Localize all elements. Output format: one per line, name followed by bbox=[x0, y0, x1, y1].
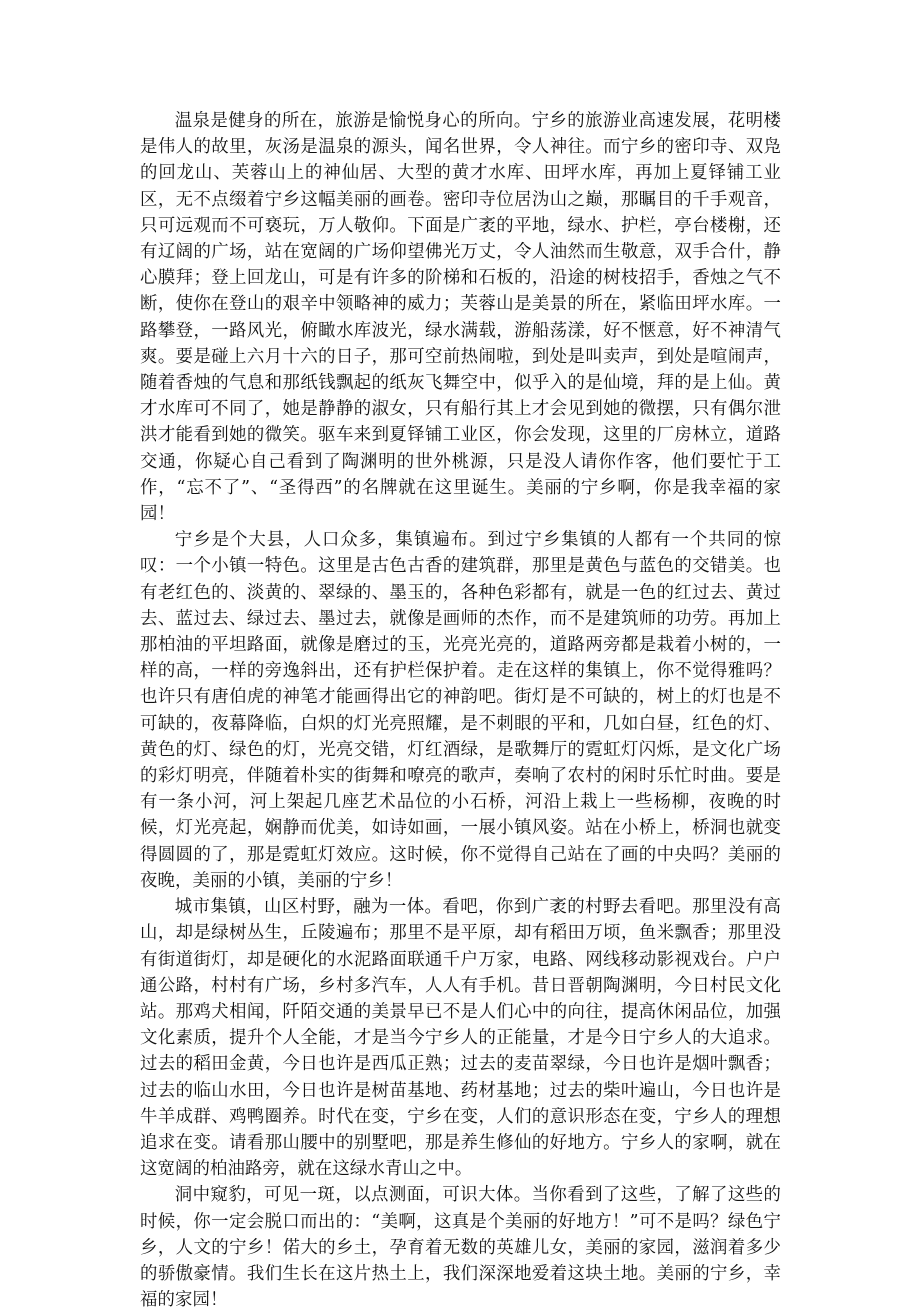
document-page bbox=[140, 108, 781, 1313]
paragraph-conclusion: 洞中窥豹，可见一斑，以点测面，可识大体。当你看到了这些，了解了这些的时候，你一定会脱口而出的：“美啊，这真是个美丽的好地方！”可不是吗？绿色宁乡，人文的宁乡！偌大的乡土，孕育着无数的英雄儿女，美丽的家园，滋润着多少的骄傲豪情。我们生长在这片热土上，我们深深地爱着这块土地。美丽的宁乡，幸福的家园！ bbox=[140, 1185, 781, 1311]
paragraph-town-scenery: 宁乡是个大县，人口众多，集镇遍布。到过宁乡集镇的人都有一个共同的惊叹：一个小镇一特色。这里是古色古香的建筑群，那里是黄色与蓝色的交错美。也有老红色的、淡黄的、翠绿的、墨玉的，各种色彩都有，就是一色的红过去、黄过去、蓝过去、绿过去、墨过去，就像是画师的杰作，而不是建筑师的功劳。再加上那柏油的平坦路面，就像是磨过的玉，光亮光亮的，道路两旁都是栽着小树的，一样的高，一样的旁逸斜出，还有护栏保护着。走在这样的集镇上，你不觉得雅吗？也许只有唐伯虎的神笔才能画得出它的神韵吧。街灯是不可缺的，树上的灯也是不可缺的，夜幕降临，白炽的灯光亮照耀，是不刺眼的平和，几如白昼，红色的灯、黄色的灯、绿色的灯，光亮交错，灯红酒绿，是歌舞厅的霓虹灯闪烁，是文化广场的彩灯明亮，伴随着朴实的街舞和嘹亮的歌声，奏响了农村的闲时乐忙时曲。要是有一条小河，河上架起几座艺术品位的小石桥，河沿上栽上一些杨柳，夜晚的时候，灯光亮起，娴静而优美，如诗如画，一展小镇风姿。站在小桥上，桥洞也就变得圆圆的了，那是霓虹灯效应。这时候，你不觉得自己站在了画的中央吗？美丽的夜晚，美丽的小镇，美丽的宁乡！ bbox=[140, 530, 781, 891]
paragraph-countryside: 城市集镇，山区村野，融为一体。看吧，你到广袤的村野去看吧。那里没有高山，却是绿树丛生，丘陵遍布；那里不是平原，却有稻田万顷，鱼米飘香；那里没有街道街灯，却是硬化的水泥路面联通千户万家，电路、网线移动影视戏台。户户通公路，村村有广场，乡村多汽车，人人有手机。昔日晋朝陶渊明，今日村民文化站。那鸡犬相闻，阡陌交通的美景早已不是人们心中的向往，提高休闲品位，加强文化素质，提升个人全能，才是当今宁乡人的正能量，才是今日宁乡人的大追求。过去的稻田金黄，今日也许是西瓜正熟；过去的麦苗翠绿，今日也许是烟叶飘香；过去的临山水田，今日也许是树苗基地、药材基地；过去的柴叶遍山，今日也许是牛羊成群、鸡鸭圈养。时代在变，宁乡在变，人们的意识形态在变，宁乡人的理想追求在变。请看那山腰中的别墅吧，那是养生修仙的好地方。宁乡人的家啊，就在这宽阔的柏油路旁，就在这绿水青山之中。 bbox=[140, 897, 781, 1180]
paragraph-hot-spring-tourism: 温泉是健身的所在，旅游是愉悦身心的所向。宁乡的旅游业高速发展，花明楼是伟人的故里，灰汤是温泉的源头，闻名世界，令人神往。而宁乡的密印寺、双凫的回龙山、芙蓉山上的神仙居、大型的黄才水库、田坪水库，再加上夏铎铺工业区，无不点缀着宁乡这幅美丽的画卷。密印寺位居沩山之巅，那瞩目的千手观音，只可远观而不可亵玩，万人敬仰。下面是广袤的平地，绿水、护栏，亭台楼榭，还有辽阔的广场，站在宽阔的广场仰望佛光万丈，令人油然而生敬意，双手合什，静心膜拜；登上回龙山，可是有许多的阶梯和石板的，沿途的树枝招手，香烛之气不断，使你在登山的艰辛中领略神的威力；芙蓉山是美景的所在，紧临田坪水库。一路攀登，一路风光，俯瞰水库波光，绿水满载，游船荡漾，好不惬意，好不神清气爽。要是碰上六月十六的日子，那可空前热闹啦，到处是叫卖声，到处是喧闹声，随着香烛的气息和那纸钱飘起的纸灰飞舞空中，似乎入的是仙境，拜的是上仙。黄才水库可不同了，她是静静的淑女，只有船行其上才会见到她的微摆，只有偶尔泄洪才能看到她的微笑。驱车来到夏铎铺工业区，你会发现，这里的厂房林立，道路交通，你疑心自己看到了陶渊明的世外桃源，只是没人请你作客，他们要忙于工作，“忘不了”、“圣得西”的名牌就在这里诞生。美丽的宁乡啊，你是我幸福的家园！ bbox=[140, 111, 781, 525]
